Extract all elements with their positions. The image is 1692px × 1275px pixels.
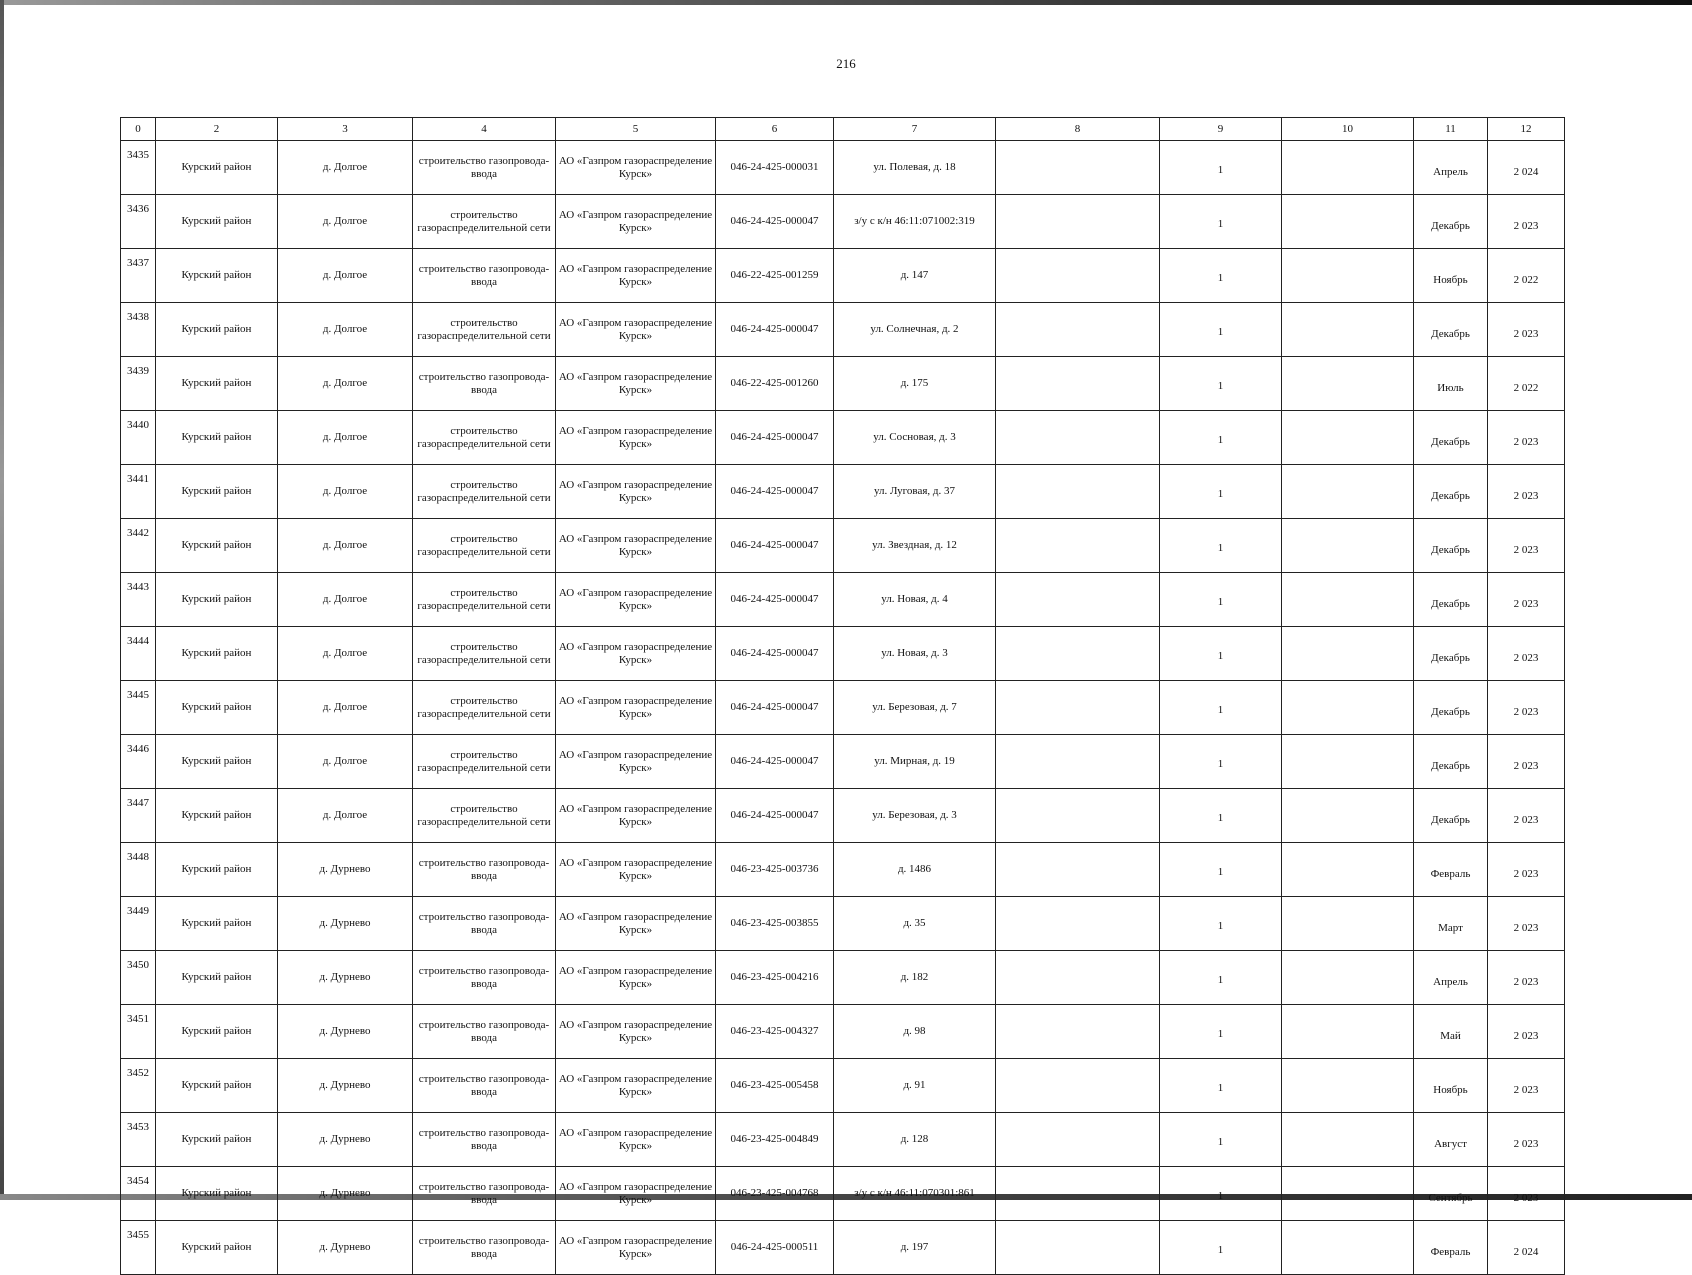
table-cell-col-10 xyxy=(1282,681,1414,735)
table-cell-col-10 xyxy=(1282,951,1414,1005)
table-cell-col-6: 046-24-425-000047 xyxy=(716,411,834,465)
table-row xyxy=(121,843,1565,897)
table-cell-col-12: 2 023 xyxy=(1488,573,1565,627)
table-cell-col-11: Апрель xyxy=(1414,951,1488,1005)
table-cell-col-0: 3447 xyxy=(121,789,156,843)
table-cell-col-3: д. Дурнево xyxy=(278,897,413,951)
table-cell-col-11: Август xyxy=(1414,1113,1488,1167)
table-cell-col-7: ул. Березовая, д. 7 xyxy=(834,681,996,735)
table-cell-col-10 xyxy=(1282,1113,1414,1167)
table-row xyxy=(121,465,1565,519)
table-cell-col-10 xyxy=(1282,789,1414,843)
table-cell-col-3: д. Долгое xyxy=(278,465,413,519)
table-cell-col-4: строительство газораспределительной сети xyxy=(413,519,556,573)
table-cell-col-3: д. Долгое xyxy=(278,681,413,735)
table-cell-col-2: Курский район xyxy=(156,195,278,249)
table-cell-col-7: ул. Солнечная, д. 2 xyxy=(834,303,996,357)
table-cell-col-11: Ноябрь xyxy=(1414,1059,1488,1113)
table-cell-col-10 xyxy=(1282,249,1414,303)
table-cell-col-9: 1 xyxy=(1160,411,1282,465)
table-cell-col-8 xyxy=(996,735,1160,789)
table-cell-col-2: Курский район xyxy=(156,1167,278,1221)
table-cell-col-10 xyxy=(1282,519,1414,573)
column-header-12: 12 xyxy=(1488,118,1565,141)
table-cell-col-5: АО «Газпром газораспределение Курск» xyxy=(556,357,716,411)
table-cell-col-3: д. Дурнево xyxy=(278,1005,413,1059)
table-cell-col-8 xyxy=(996,411,1160,465)
page-number: 216 xyxy=(836,56,856,71)
table-cell-col-12: 2 023 xyxy=(1488,1113,1565,1167)
table-cell-col-9: 1 xyxy=(1160,141,1282,195)
table-row xyxy=(121,627,1565,681)
table-cell-col-3: д. Долгое xyxy=(278,573,413,627)
table-cell-col-2: Курский район xyxy=(156,303,278,357)
table-cell-col-7: д. 35 xyxy=(834,897,996,951)
table-cell-col-2: Курский район xyxy=(156,951,278,1005)
table-cell-col-12: 2 023 xyxy=(1488,1059,1565,1113)
table-cell-col-8 xyxy=(996,789,1160,843)
table-cell-col-8 xyxy=(996,249,1160,303)
table-cell-col-3: д. Долгое xyxy=(278,249,413,303)
table-cell-col-12: 2 023 xyxy=(1488,789,1565,843)
table-cell-col-6: 046-24-425-000047 xyxy=(716,681,834,735)
table-cell-col-7: з/у с к/н 46:11:071002:319 xyxy=(834,195,996,249)
table-cell-col-10 xyxy=(1282,1059,1414,1113)
table-cell-col-2: Курский район xyxy=(156,843,278,897)
table-cell-col-11: Декабрь xyxy=(1414,789,1488,843)
table-cell-col-5: АО «Газпром газораспределение Курск» xyxy=(556,303,716,357)
table-cell-col-4: строительство газопровода-ввода xyxy=(413,1221,556,1275)
table-cell-col-8 xyxy=(996,141,1160,195)
table-cell-col-11: Март xyxy=(1414,897,1488,951)
table-cell-col-6: 046-23-425-003855 xyxy=(716,897,834,951)
scan-edge-top xyxy=(0,0,1692,5)
table-cell-col-4: строительство газораспределительной сети xyxy=(413,789,556,843)
table-cell-col-2: Курский район xyxy=(156,249,278,303)
table-cell-col-11: Декабрь xyxy=(1414,681,1488,735)
table-cell-col-10 xyxy=(1282,1167,1414,1221)
table-cell-col-2: Курский район xyxy=(156,411,278,465)
table-cell-col-8 xyxy=(996,951,1160,1005)
table-cell-col-11: Апрель xyxy=(1414,141,1488,195)
header-row xyxy=(121,118,1565,141)
table-cell-col-2: Курский район xyxy=(156,1059,278,1113)
table-cell-col-10 xyxy=(1282,357,1414,411)
table-cell-col-11: Декабрь xyxy=(1414,573,1488,627)
table-cell-col-8 xyxy=(996,1167,1160,1221)
table-cell-col-7: ул. Новая, д. 4 xyxy=(834,573,996,627)
table-cell-col-6: 046-24-425-000511 xyxy=(716,1221,834,1275)
table-cell-col-7: з/у с к/н 46:11:070301:861 xyxy=(834,1167,996,1221)
table-row xyxy=(121,897,1565,951)
table-cell-col-5: АО «Газпром газораспределение Курск» xyxy=(556,573,716,627)
table-cell-col-4: строительство газопровода-ввода xyxy=(413,249,556,303)
table-row xyxy=(121,1167,1565,1221)
table-cell-col-8 xyxy=(996,627,1160,681)
table-cell-col-5: АО «Газпром газораспределение Курск» xyxy=(556,1005,716,1059)
table-cell-col-12: 2 022 xyxy=(1488,249,1565,303)
table-cell-col-9: 1 xyxy=(1160,249,1282,303)
table-cell-col-7: д. 91 xyxy=(834,1059,996,1113)
table-cell-col-12: 2 024 xyxy=(1488,1221,1565,1275)
table-cell-col-5: АО «Газпром газораспределение Курск» xyxy=(556,411,716,465)
column-header-8: 8 xyxy=(996,118,1160,141)
column-header-2: 2 xyxy=(156,118,278,141)
table-cell-col-8 xyxy=(996,357,1160,411)
table-cell-col-12: 2 023 xyxy=(1488,519,1565,573)
table-cell-col-12: 2 023 xyxy=(1488,951,1565,1005)
table-cell-col-2: Курский район xyxy=(156,681,278,735)
table-cell-col-8 xyxy=(996,897,1160,951)
table-cell-col-10 xyxy=(1282,465,1414,519)
table-cell-col-8 xyxy=(996,843,1160,897)
table-cell-col-12: 2 022 xyxy=(1488,357,1565,411)
table-cell-col-2: Курский район xyxy=(156,357,278,411)
table-cell-col-0: 3437 xyxy=(121,249,156,303)
table-cell-col-11: Декабрь xyxy=(1414,519,1488,573)
table-cell-col-5: АО «Газпром газораспределение Курск» xyxy=(556,519,716,573)
table-cell-col-2: Курский район xyxy=(156,897,278,951)
table-cell-col-10 xyxy=(1282,195,1414,249)
table-cell-col-7: ул. Луговая, д. 37 xyxy=(834,465,996,519)
table-cell-col-4: строительство газопровода-ввода xyxy=(413,141,556,195)
table-row xyxy=(121,519,1565,573)
column-header-10: 10 xyxy=(1282,118,1414,141)
table-cell-col-3: д. Долгое xyxy=(278,519,413,573)
table-cell-col-9: 1 xyxy=(1160,681,1282,735)
column-header-7: 7 xyxy=(834,118,996,141)
table-cell-col-6: 046-24-425-000047 xyxy=(716,789,834,843)
table-cell-col-4: строительство газопровода-ввода xyxy=(413,357,556,411)
table-cell-col-6: 046-22-425-001259 xyxy=(716,249,834,303)
table-cell-col-5: АО «Газпром газораспределение Курск» xyxy=(556,1167,716,1221)
table-cell-col-9: 1 xyxy=(1160,1167,1282,1221)
table-cell-col-2: Курский район xyxy=(156,627,278,681)
table-cell-col-6: 046-23-425-005458 xyxy=(716,1059,834,1113)
column-header-3: 3 xyxy=(278,118,413,141)
table-cell-col-12: 2 023 xyxy=(1488,681,1565,735)
table-cell-col-3: д. Долгое xyxy=(278,735,413,789)
table-cell-col-2: Курский район xyxy=(156,789,278,843)
column-header-6: 6 xyxy=(716,118,834,141)
table-cell-col-9: 1 xyxy=(1160,573,1282,627)
table-cell-col-4: строительство газораспределительной сети xyxy=(413,411,556,465)
table-cell-col-8 xyxy=(996,1221,1160,1275)
table-cell-col-10 xyxy=(1282,411,1414,465)
table-cell-col-2: Курский район xyxy=(156,141,278,195)
table-cell-col-3: д. Долгое xyxy=(278,411,413,465)
table-cell-col-11: Декабрь xyxy=(1414,195,1488,249)
table-cell-col-12: 2 023 xyxy=(1488,1005,1565,1059)
table-cell-col-0: 3442 xyxy=(121,519,156,573)
table-row xyxy=(121,357,1565,411)
table-cell-col-0: 3439 xyxy=(121,357,156,411)
table-cell-col-9: 1 xyxy=(1160,843,1282,897)
table-cell-col-0: 3438 xyxy=(121,303,156,357)
table-cell-col-12: 2 023 xyxy=(1488,465,1565,519)
table-cell-col-5: АО «Газпром газораспределение Курск» xyxy=(556,465,716,519)
table-cell-col-8 xyxy=(996,681,1160,735)
column-header-4: 4 xyxy=(413,118,556,141)
table-cell-col-3: д. Долгое xyxy=(278,195,413,249)
table-cell-col-3: д. Долгое xyxy=(278,627,413,681)
table-cell-col-4: строительство газораспределительной сети xyxy=(413,195,556,249)
table-cell-col-8 xyxy=(996,303,1160,357)
table-cell-col-3: д. Дурнево xyxy=(278,1167,413,1221)
scan-edge-left xyxy=(0,0,4,1200)
table-cell-col-0: 3441 xyxy=(121,465,156,519)
table-cell-col-10 xyxy=(1282,303,1414,357)
table-cell-col-6: 046-23-425-004849 xyxy=(716,1113,834,1167)
table-cell-col-9: 1 xyxy=(1160,303,1282,357)
table-cell-col-4: строительство газораспределительной сети xyxy=(413,465,556,519)
table-cell-col-10 xyxy=(1282,1005,1414,1059)
table-cell-col-10 xyxy=(1282,627,1414,681)
table-cell-col-5: АО «Газпром газораспределение Курск» xyxy=(556,1059,716,1113)
table-cell-col-4: строительство газопровода-ввода xyxy=(413,843,556,897)
table-cell-col-0: 3454 xyxy=(121,1167,156,1221)
table-cell-col-11: Декабрь xyxy=(1414,411,1488,465)
table-cell-col-0: 3444 xyxy=(121,627,156,681)
table-cell-col-7: д. 182 xyxy=(834,951,996,1005)
table-cell-col-12: 2 023 xyxy=(1488,897,1565,951)
table-cell-col-0: 3443 xyxy=(121,573,156,627)
table-cell-col-12: 2 023 xyxy=(1488,627,1565,681)
table-cell-col-11: Февраль xyxy=(1414,843,1488,897)
table-cell-col-10 xyxy=(1282,141,1414,195)
table-cell-col-9: 1 xyxy=(1160,1059,1282,1113)
column-header-0: 0 xyxy=(121,118,156,141)
table-cell-col-4: строительство газопровода-ввода xyxy=(413,1167,556,1221)
table-cell-col-7: ул. Березовая, д. 3 xyxy=(834,789,996,843)
column-header-5: 5 xyxy=(556,118,716,141)
table-cell-col-10 xyxy=(1282,897,1414,951)
table-cell-col-6: 046-22-425-001260 xyxy=(716,357,834,411)
table-cell-col-5: АО «Газпром газораспределение Курск» xyxy=(556,249,716,303)
table-row xyxy=(121,789,1565,843)
table-cell-col-4: строительство газопровода-ввода xyxy=(413,1059,556,1113)
table-cell-col-6: 046-24-425-000031 xyxy=(716,141,834,195)
table-cell-col-3: д. Дурнево xyxy=(278,1113,413,1167)
table-row xyxy=(121,951,1565,1005)
table-cell-col-7: ул. Сосновая, д. 3 xyxy=(834,411,996,465)
table-cell-col-4: строительство газопровода-ввода xyxy=(413,951,556,1005)
table-cell-col-2: Курский район xyxy=(156,465,278,519)
table-row xyxy=(121,735,1565,789)
table-cell-col-11: Декабрь xyxy=(1414,303,1488,357)
table-cell-col-0: 3435 xyxy=(121,141,156,195)
table-cell-col-3: д. Долгое xyxy=(278,303,413,357)
table-cell-col-3: д. Дурнево xyxy=(278,951,413,1005)
table-cell-col-5: АО «Газпром газораспределение Курск» xyxy=(556,951,716,1005)
table-cell-col-12: 2 023 xyxy=(1488,1167,1565,1221)
table-cell-col-8 xyxy=(996,519,1160,573)
table-cell-col-7: ул. Мирная, д. 19 xyxy=(834,735,996,789)
table-cell-col-11: Ноябрь xyxy=(1414,249,1488,303)
table-cell-col-12: 2 023 xyxy=(1488,303,1565,357)
table-row xyxy=(121,1059,1565,1113)
table-cell-col-9: 1 xyxy=(1160,789,1282,843)
table-cell-col-2: Курский район xyxy=(156,1221,278,1275)
table-row xyxy=(121,303,1565,357)
table-row xyxy=(121,195,1565,249)
table-cell-col-5: АО «Газпром газораспределение Курск» xyxy=(556,141,716,195)
table-cell-col-9: 1 xyxy=(1160,735,1282,789)
table-cell-col-7: ул. Полевая, д. 18 xyxy=(834,141,996,195)
table-row xyxy=(121,1005,1565,1059)
table-cell-col-6: 046-24-425-000047 xyxy=(716,519,834,573)
table-cell-col-9: 1 xyxy=(1160,627,1282,681)
table-cell-col-4: строительство газопровода-ввода xyxy=(413,1005,556,1059)
column-header-9: 9 xyxy=(1160,118,1282,141)
table-row xyxy=(121,1113,1565,1167)
table-cell-col-7: д. 128 xyxy=(834,1113,996,1167)
table-cell-col-7: ул. Звездная, д. 12 xyxy=(834,519,996,573)
table-cell-col-5: АО «Газпром газораспределение Курск» xyxy=(556,897,716,951)
table-cell-col-2: Курский район xyxy=(156,735,278,789)
table-cell-col-4: строительство газопровода-ввода xyxy=(413,1113,556,1167)
table-cell-col-11: Май xyxy=(1414,1005,1488,1059)
table-cell-col-5: АО «Газпром газораспределение Курск» xyxy=(556,1113,716,1167)
table-cell-col-7: д. 1486 xyxy=(834,843,996,897)
table-cell-col-8 xyxy=(996,1113,1160,1167)
table-cell-col-10 xyxy=(1282,573,1414,627)
table-cell-col-12: 2 023 xyxy=(1488,735,1565,789)
table-cell-col-4: строительство газораспределительной сети xyxy=(413,735,556,789)
table-cell-col-2: Курский район xyxy=(156,519,278,573)
table-cell-col-9: 1 xyxy=(1160,1221,1282,1275)
table-cell-col-0: 3436 xyxy=(121,195,156,249)
table-cell-col-10 xyxy=(1282,1221,1414,1275)
table-cell-col-11: Декабрь xyxy=(1414,627,1488,681)
table-row xyxy=(121,141,1565,195)
table-cell-col-12: 2 024 xyxy=(1488,141,1565,195)
table-cell-col-12: 2 023 xyxy=(1488,843,1565,897)
table-cell-col-7: д. 197 xyxy=(834,1221,996,1275)
table-cell-col-9: 1 xyxy=(1160,951,1282,1005)
table-cell-col-0: 3446 xyxy=(121,735,156,789)
table-cell-col-6: 046-24-425-000047 xyxy=(716,735,834,789)
table-cell-col-2: Курский район xyxy=(156,573,278,627)
table-cell-col-2: Курский район xyxy=(156,1005,278,1059)
table-cell-col-11: Июль xyxy=(1414,357,1488,411)
table-cell-col-7: д. 147 xyxy=(834,249,996,303)
table-row xyxy=(121,1221,1565,1275)
table-cell-col-0: 3452 xyxy=(121,1059,156,1113)
table-cell-col-6: 046-23-425-003736 xyxy=(716,843,834,897)
table-cell-col-11: Декабрь xyxy=(1414,735,1488,789)
table-cell-col-5: АО «Газпром газораспределение Курск» xyxy=(556,681,716,735)
table-cell-col-7: д. 98 xyxy=(834,1005,996,1059)
table-cell-col-11: Декабрь xyxy=(1414,465,1488,519)
table-row xyxy=(121,249,1565,303)
table-cell-col-4: строительство газораспределительной сети xyxy=(413,681,556,735)
table-cell-col-4: строительство газораспределительной сети xyxy=(413,627,556,681)
table-cell-col-11: Февраль xyxy=(1414,1221,1488,1275)
table-row xyxy=(121,573,1565,627)
table-cell-col-0: 3448 xyxy=(121,843,156,897)
table-cell-col-9: 1 xyxy=(1160,465,1282,519)
table-cell-col-12: 2 023 xyxy=(1488,195,1565,249)
table-cell-col-6: 046-23-425-004216 xyxy=(716,951,834,1005)
table-cell-col-3: д. Дурнево xyxy=(278,1221,413,1275)
table-cell-col-5: АО «Газпром газораспределение Курск» xyxy=(556,195,716,249)
table-cell-col-0: 3445 xyxy=(121,681,156,735)
table-cell-col-0: 3453 xyxy=(121,1113,156,1167)
table-cell-col-6: 046-24-425-000047 xyxy=(716,303,834,357)
table-cell-col-8 xyxy=(996,1005,1160,1059)
table-cell-col-10 xyxy=(1282,843,1414,897)
table-cell-col-2: Курский район xyxy=(156,1113,278,1167)
table-cell-col-4: строительство газопровода-ввода xyxy=(413,897,556,951)
table-cell-col-9: 1 xyxy=(1160,1005,1282,1059)
table-cell-col-0: 3451 xyxy=(121,1005,156,1059)
table-cell-col-11: Сентябрь xyxy=(1414,1167,1488,1221)
table-cell-col-3: д. Дурнево xyxy=(278,1059,413,1113)
table-cell-col-9: 1 xyxy=(1160,897,1282,951)
table-cell-col-6: 046-23-425-004768 xyxy=(716,1167,834,1221)
table-cell-col-3: д. Долгое xyxy=(278,141,413,195)
table-cell-col-0: 3440 xyxy=(121,411,156,465)
table-cell-col-6: 046-24-425-000047 xyxy=(716,573,834,627)
table-cell-col-6: 046-24-425-000047 xyxy=(716,465,834,519)
table-cell-col-8 xyxy=(996,465,1160,519)
table-cell-col-7: д. 175 xyxy=(834,357,996,411)
table-cell-col-5: АО «Газпром газораспределение Курск» xyxy=(556,1221,716,1275)
table-cell-col-4: строительство газораспределительной сети xyxy=(413,573,556,627)
table-cell-col-9: 1 xyxy=(1160,519,1282,573)
table-cell-col-0: 3450 xyxy=(121,951,156,1005)
table-cell-col-12: 2 023 xyxy=(1488,411,1565,465)
table-cell-col-9: 1 xyxy=(1160,195,1282,249)
table-cell-col-7: ул. Новая, д. 3 xyxy=(834,627,996,681)
registry-table xyxy=(120,117,1565,1275)
table-cell-col-10 xyxy=(1282,735,1414,789)
table-cell-col-9: 1 xyxy=(1160,1113,1282,1167)
table-cell-col-5: АО «Газпром газораспределение Курск» xyxy=(556,789,716,843)
table-cell-col-8 xyxy=(996,573,1160,627)
table-cell-col-6: 046-24-425-000047 xyxy=(716,627,834,681)
table-body xyxy=(121,141,1565,1275)
table-cell-col-3: д. Долгое xyxy=(278,789,413,843)
table-cell-col-5: АО «Газпром газораспределение Курск» xyxy=(556,735,716,789)
table-cell-col-8 xyxy=(996,1059,1160,1113)
table-cell-col-6: 046-23-425-004327 xyxy=(716,1005,834,1059)
table-cell-col-5: АО «Газпром газораспределение Курск» xyxy=(556,843,716,897)
table-cell-col-0: 3455 xyxy=(121,1221,156,1275)
column-header-11: 11 xyxy=(1414,118,1488,141)
table-row xyxy=(121,681,1565,735)
table-cell-col-3: д. Дурнево xyxy=(278,843,413,897)
table-cell-col-8 xyxy=(996,195,1160,249)
table-cell-col-6: 046-24-425-000047 xyxy=(716,195,834,249)
table-row xyxy=(121,411,1565,465)
table-cell-col-4: строительство газораспределительной сети xyxy=(413,303,556,357)
table-cell-col-9: 1 xyxy=(1160,357,1282,411)
table-cell-col-3: д. Долгое xyxy=(278,357,413,411)
table-cell-col-0: 3449 xyxy=(121,897,156,951)
table-cell-col-5: АО «Газпром газораспределение Курск» xyxy=(556,627,716,681)
